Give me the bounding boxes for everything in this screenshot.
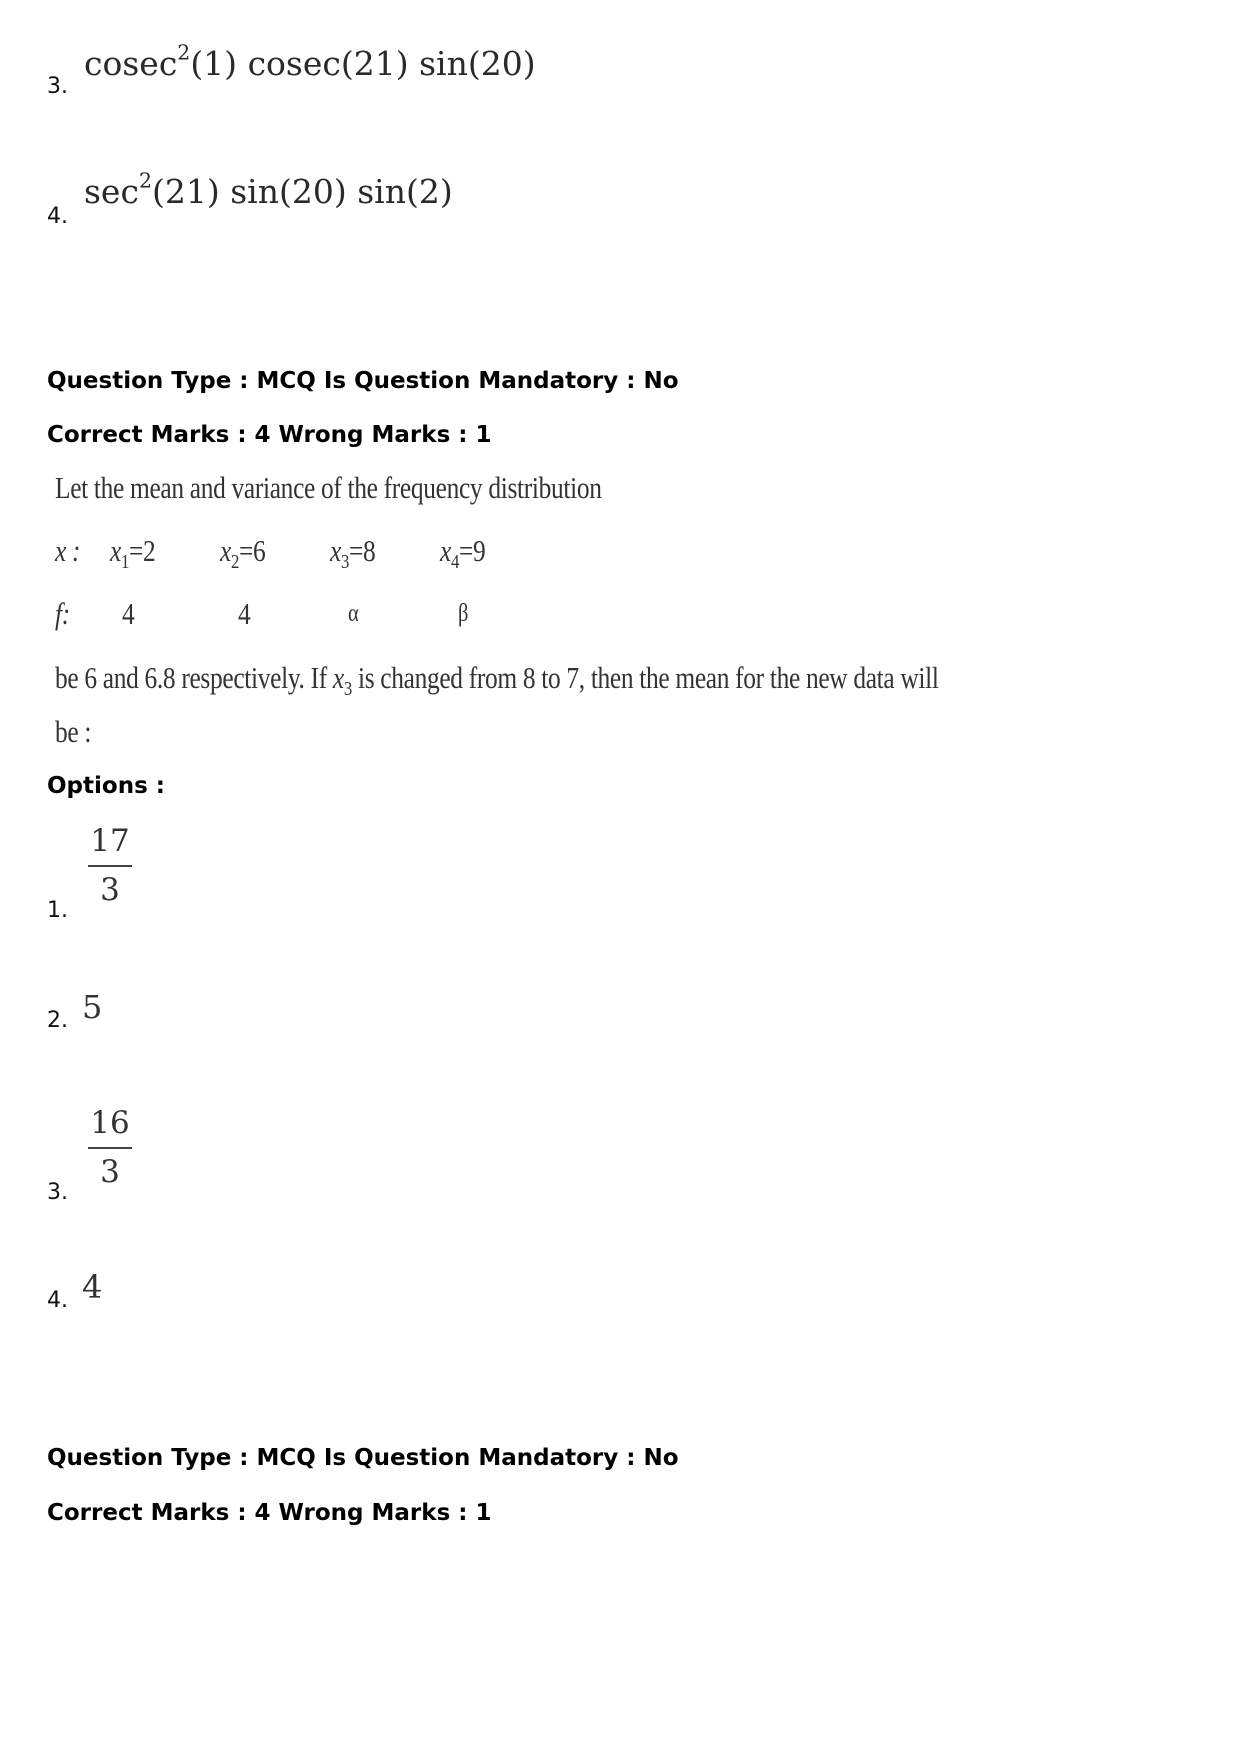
expr-term: sin(2)	[357, 172, 453, 211]
expr-term: sin(20)	[419, 44, 536, 83]
x-var: x	[440, 533, 451, 568]
question-stem-line	[55, 660, 939, 701]
option-number: 4.	[47, 204, 68, 229]
x-label: x :	[55, 533, 81, 568]
expr-power: 2	[177, 40, 191, 65]
option-value: 4	[82, 1268, 103, 1306]
marks-line: Correct Marks : 4 Wrong Marks : 1	[47, 422, 492, 448]
question-stem-line: Let the mean and variance of the frequency distribution	[55, 470, 602, 505]
stem-text: is changed from 8 to 7, then the mean for the new data will	[351, 660, 939, 695]
option-number: 4.	[47, 1288, 68, 1313]
option-fraction	[88, 824, 132, 908]
x-var: x	[110, 533, 121, 568]
fraction-denominator: 3	[100, 871, 120, 908]
x-value-1	[110, 533, 156, 574]
option-expression	[84, 40, 536, 83]
x-var: x	[330, 533, 341, 568]
x-val: =8	[349, 533, 376, 568]
x-var: x	[220, 533, 231, 568]
options-label: Options :	[47, 773, 165, 799]
option-number: 3.	[47, 74, 68, 99]
question-stem-line: be :	[55, 714, 92, 749]
option-number: 3.	[47, 1180, 68, 1205]
stem-text: be 6 and 6.8 respectively. If	[55, 660, 333, 695]
fraction-numerator: 16	[90, 1105, 130, 1141]
x-val: =9	[459, 533, 486, 568]
x-val: =2	[129, 533, 156, 568]
x-sub: 1	[120, 551, 130, 574]
fraction-numerator: 17	[90, 823, 130, 859]
option-number: 1.	[47, 898, 68, 923]
question-type-line: Question Type : MCQ Is Question Mandatory : No	[47, 368, 679, 394]
x-value-3	[330, 533, 376, 574]
f-value-2: 4	[238, 596, 251, 631]
f-row-label	[55, 596, 70, 632]
x-sub: 4	[450, 551, 460, 574]
x-row-label	[55, 533, 80, 569]
f-value-3: α	[348, 600, 359, 627]
marks-line: Correct Marks : 4 Wrong Marks : 1	[47, 1500, 492, 1526]
x-sub: 2	[230, 551, 240, 574]
option-expression	[84, 168, 453, 211]
x-value-2	[220, 533, 266, 574]
fraction-denominator: 3	[100, 1153, 120, 1190]
expr-term: (21)	[151, 172, 220, 211]
x-value-4	[440, 533, 486, 574]
expr-term: cosec	[84, 44, 178, 83]
f-value-1: 4	[122, 596, 135, 631]
option-value: 5	[82, 988, 103, 1026]
x-val: =6	[239, 533, 266, 568]
x-sub: 3	[340, 551, 350, 574]
f-label: f:	[55, 596, 70, 631]
expr-term: sec	[84, 172, 139, 211]
expr-term: (1)	[190, 44, 238, 83]
expr-term: sin(20)	[230, 172, 347, 211]
fraction-bar	[88, 1147, 132, 1149]
expr-power: 2	[138, 168, 152, 193]
stem-var: x	[332, 660, 344, 695]
stem-sub: 3	[343, 678, 352, 701]
fraction-bar	[88, 865, 132, 867]
option-number: 2.	[47, 1008, 68, 1033]
expr-term: cosec(21)	[247, 44, 409, 83]
question-type-line: Question Type : MCQ Is Question Mandatory : No	[47, 1445, 679, 1471]
option-fraction	[88, 1106, 132, 1190]
f-value-4: β	[458, 600, 469, 627]
